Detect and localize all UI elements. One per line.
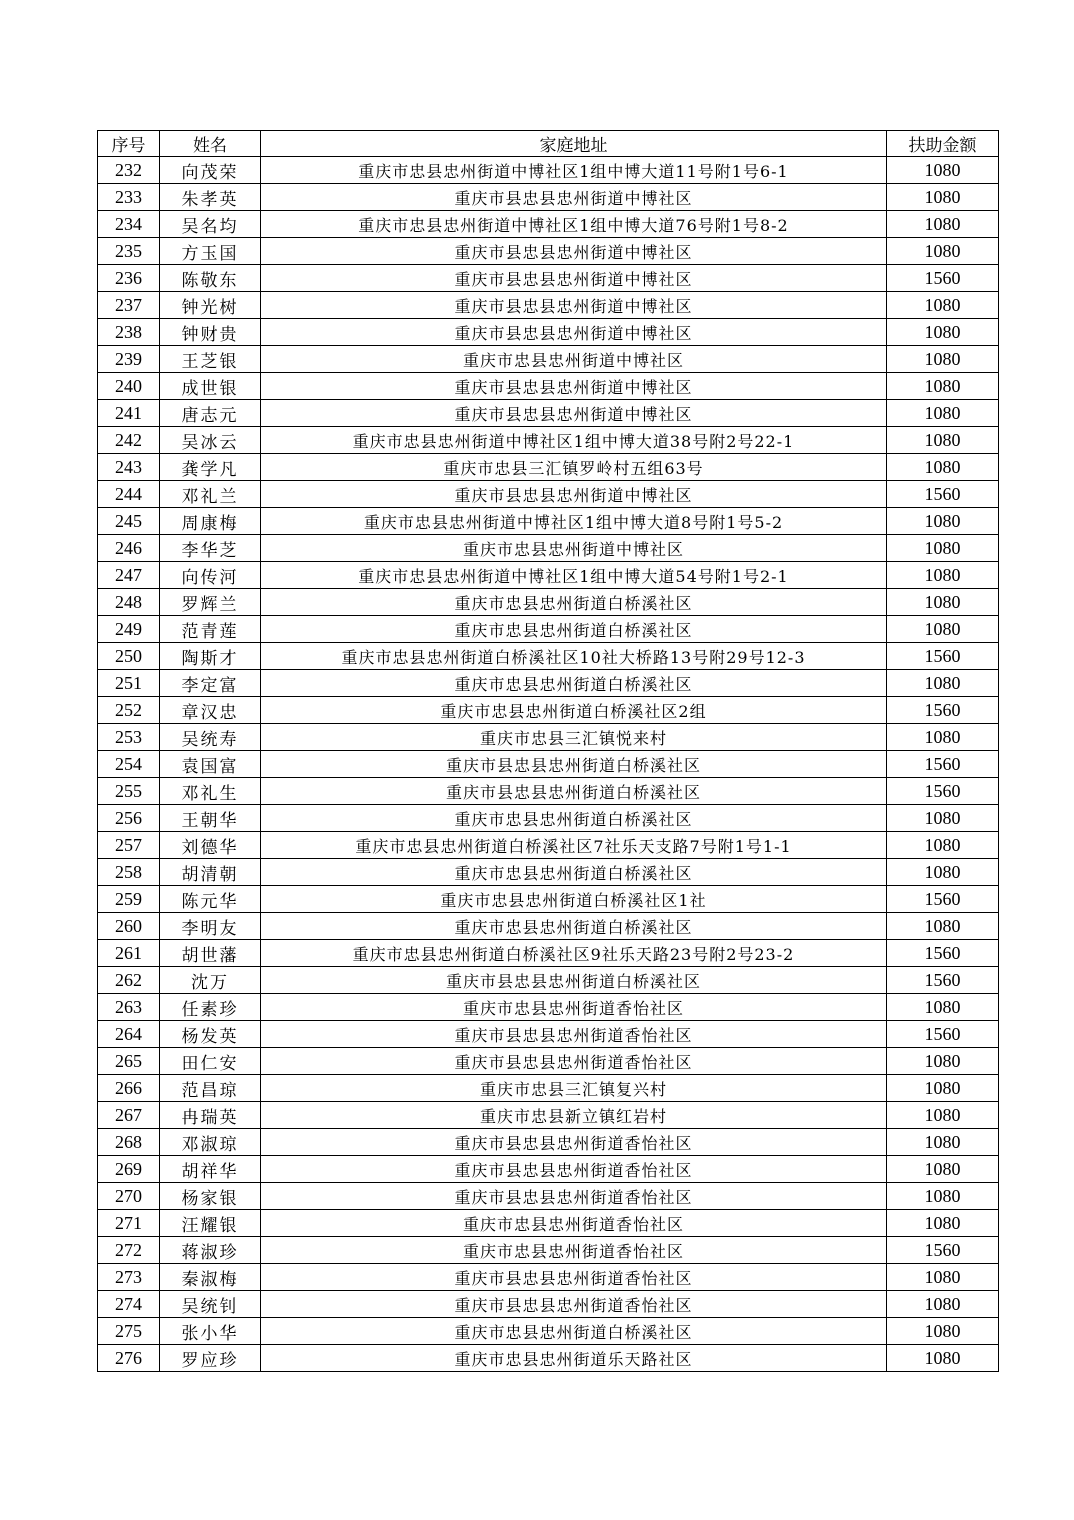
cell-assistance-amount: 1560 (887, 697, 999, 724)
cell-name: 向茂荣 (160, 157, 261, 184)
cell-home-address: 重庆市忠县忠州街道白桥溪社区 (261, 616, 887, 643)
cell-assistance-amount: 1560 (887, 643, 999, 670)
cell-name: 钟财贵 (160, 319, 261, 346)
cell-name: 胡世藩 (160, 940, 261, 967)
cell-name: 胡祥华 (160, 1156, 261, 1183)
cell-assistance-amount: 1080 (887, 913, 999, 940)
cell-home-address: 重庆市忠县三汇镇悦来村 (261, 724, 887, 751)
cell-assistance-amount: 1080 (887, 805, 999, 832)
cell-name: 秦淑梅 (160, 1264, 261, 1291)
assistance-roster-table (97, 130, 999, 1372)
cell-name: 钟光树 (160, 292, 261, 319)
table-row (98, 1156, 999, 1183)
header-assistance-amount: 扶助金额 (887, 131, 999, 157)
cell-home-address: 重庆市县忠县忠州街道香怡社区 (261, 1129, 887, 1156)
cell-name: 杨家银 (160, 1183, 261, 1210)
cell-assistance-amount: 1080 (887, 157, 999, 184)
cell-home-address: 重庆市忠县忠州街道白桥溪社区 (261, 589, 887, 616)
cell-name: 袁国富 (160, 751, 261, 778)
cell-serial-number: 263 (98, 994, 160, 1021)
cell-serial-number: 247 (98, 562, 160, 589)
cell-home-address: 重庆市县忠县忠州街道香怡社区 (261, 1264, 887, 1291)
cell-serial-number: 235 (98, 238, 160, 265)
cell-assistance-amount: 1080 (887, 238, 999, 265)
cell-name: 李定富 (160, 670, 261, 697)
cell-serial-number: 242 (98, 427, 160, 454)
cell-home-address: 重庆市忠县三汇镇罗岭村五组63号 (261, 454, 887, 481)
cell-assistance-amount: 1560 (887, 1237, 999, 1264)
cell-home-address: 重庆市县忠县忠州街道香怡社区 (261, 1183, 887, 1210)
cell-name: 吴名均 (160, 211, 261, 238)
cell-assistance-amount: 1080 (887, 292, 999, 319)
cell-name: 陈敬东 (160, 265, 261, 292)
table-row (98, 994, 999, 1021)
header-serial-number: 序号 (98, 131, 160, 157)
cell-serial-number: 268 (98, 1129, 160, 1156)
cell-name: 方玉国 (160, 238, 261, 265)
cell-assistance-amount: 1080 (887, 427, 999, 454)
cell-name: 陶斯才 (160, 643, 261, 670)
cell-name: 冉瑞英 (160, 1102, 261, 1129)
table-header (98, 131, 999, 157)
table-row (98, 1048, 999, 1075)
cell-assistance-amount: 1080 (887, 832, 999, 859)
cell-home-address: 重庆市忠县新立镇红岩村 (261, 1102, 887, 1129)
table-row (98, 1129, 999, 1156)
cell-serial-number: 259 (98, 886, 160, 913)
table-row (98, 319, 999, 346)
cell-serial-number: 266 (98, 1075, 160, 1102)
cell-serial-number: 262 (98, 967, 160, 994)
cell-serial-number: 271 (98, 1210, 160, 1237)
cell-home-address: 重庆市忠县忠州街道白桥溪社区 (261, 670, 887, 697)
cell-home-address: 重庆市忠县忠州街道中博社区1组中博大道54号附1号2-1 (261, 562, 887, 589)
cell-home-address: 重庆市县忠县忠州街道香怡社区 (261, 1048, 887, 1075)
cell-assistance-amount: 1080 (887, 1318, 999, 1345)
cell-home-address: 重庆市忠县忠州街道白桥溪社区7社乐天支路7号附1号1-1 (261, 832, 887, 859)
table-row (98, 1021, 999, 1048)
cell-home-address: 重庆市忠县忠州街道香怡社区 (261, 1210, 887, 1237)
cell-serial-number: 238 (98, 319, 160, 346)
cell-serial-number: 248 (98, 589, 160, 616)
table-row (98, 778, 999, 805)
table-row (98, 967, 999, 994)
cell-home-address: 重庆市县忠县忠州街道中博社区 (261, 481, 887, 508)
cell-name: 朱孝英 (160, 184, 261, 211)
cell-assistance-amount: 1080 (887, 373, 999, 400)
cell-serial-number: 264 (98, 1021, 160, 1048)
cell-serial-number: 252 (98, 697, 160, 724)
table-row (98, 751, 999, 778)
table-row (98, 697, 999, 724)
cell-home-address: 重庆市忠县忠州街道白桥溪社区1社 (261, 886, 887, 913)
cell-name: 唐志元 (160, 400, 261, 427)
cell-home-address: 重庆市县忠县忠州街道香怡社区 (261, 1021, 887, 1048)
table-row (98, 670, 999, 697)
cell-serial-number: 237 (98, 292, 160, 319)
cell-name: 张小华 (160, 1318, 261, 1345)
cell-home-address: 重庆市忠县忠州街道白桥溪社区10社大桥路13号附29号12-3 (261, 643, 887, 670)
cell-name: 范青莲 (160, 616, 261, 643)
cell-serial-number: 274 (98, 1291, 160, 1318)
table-row (98, 886, 999, 913)
cell-home-address: 重庆市忠县忠州街道中博社区1组中博大道38号附2号22-1 (261, 427, 887, 454)
table-row (98, 805, 999, 832)
table-row (98, 1075, 999, 1102)
cell-home-address: 重庆市忠县忠州街道白桥溪社区 (261, 913, 887, 940)
cell-serial-number: 254 (98, 751, 160, 778)
cell-serial-number: 246 (98, 535, 160, 562)
cell-name: 王芝银 (160, 346, 261, 373)
cell-serial-number: 257 (98, 832, 160, 859)
cell-assistance-amount: 1080 (887, 1183, 999, 1210)
cell-serial-number: 239 (98, 346, 160, 373)
cell-name: 蒋淑珍 (160, 1237, 261, 1264)
cell-name: 成世银 (160, 373, 261, 400)
cell-name: 周康梅 (160, 508, 261, 535)
cell-home-address: 重庆市忠县忠州街道白桥溪社区9社乐天路23号附2号23-2 (261, 940, 887, 967)
cell-serial-number: 250 (98, 643, 160, 670)
cell-serial-number: 232 (98, 157, 160, 184)
cell-home-address: 重庆市忠县忠州街道中博社区1组中博大道76号附1号8-2 (261, 211, 887, 238)
cell-serial-number: 273 (98, 1264, 160, 1291)
cell-home-address: 重庆市县忠县忠州街道白桥溪社区 (261, 778, 887, 805)
cell-home-address: 重庆市县忠县忠州街道香怡社区 (261, 1156, 887, 1183)
table-row (98, 508, 999, 535)
cell-name: 杨发英 (160, 1021, 261, 1048)
cell-home-address: 重庆市忠县忠州街道白桥溪社区2组 (261, 697, 887, 724)
table-row (98, 832, 999, 859)
cell-assistance-amount: 1080 (887, 1048, 999, 1075)
cell-serial-number: 276 (98, 1345, 160, 1372)
cell-assistance-amount: 1080 (887, 724, 999, 751)
header-name: 姓名 (160, 131, 261, 157)
cell-home-address: 重庆市县忠县忠州街道中博社区 (261, 265, 887, 292)
cell-assistance-amount: 1560 (887, 940, 999, 967)
cell-home-address: 重庆市忠县忠州街道中博社区1组中博大道8号附1号5-2 (261, 508, 887, 535)
cell-assistance-amount: 1080 (887, 994, 999, 1021)
cell-home-address: 重庆市县忠县忠州街道中博社区 (261, 373, 887, 400)
cell-assistance-amount: 1080 (887, 346, 999, 373)
cell-home-address: 重庆市忠县忠州街道白桥溪社区 (261, 859, 887, 886)
table-row (98, 454, 999, 481)
cell-home-address: 重庆市县忠县忠州街道白桥溪社区 (261, 967, 887, 994)
cell-home-address: 重庆市忠县忠州街道中博社区 (261, 346, 887, 373)
table-row (98, 346, 999, 373)
cell-name: 任素珍 (160, 994, 261, 1021)
cell-name: 罗辉兰 (160, 589, 261, 616)
table-row (98, 1210, 999, 1237)
table-row (98, 859, 999, 886)
cell-name: 陈元华 (160, 886, 261, 913)
cell-assistance-amount: 1080 (887, 1075, 999, 1102)
cell-assistance-amount: 1080 (887, 1156, 999, 1183)
cell-assistance-amount: 1080 (887, 508, 999, 535)
cell-name: 向传河 (160, 562, 261, 589)
cell-home-address: 重庆市忠县忠州街道白桥溪社区 (261, 805, 887, 832)
cell-serial-number: 256 (98, 805, 160, 832)
cell-name: 刘德华 (160, 832, 261, 859)
table-row (98, 1345, 999, 1372)
table-row (98, 724, 999, 751)
cell-assistance-amount: 1560 (887, 778, 999, 805)
table-row (98, 427, 999, 454)
table-body (98, 157, 999, 1372)
cell-serial-number: 249 (98, 616, 160, 643)
table-row (98, 1237, 999, 1264)
cell-name: 胡清朝 (160, 859, 261, 886)
cell-assistance-amount: 1560 (887, 751, 999, 778)
cell-assistance-amount: 1080 (887, 535, 999, 562)
table-row (98, 643, 999, 670)
cell-home-address: 重庆市忠县三汇镇复兴村 (261, 1075, 887, 1102)
cell-name: 龚学凡 (160, 454, 261, 481)
cell-home-address: 重庆市县忠县忠州街道白桥溪社区 (261, 751, 887, 778)
cell-assistance-amount: 1080 (887, 859, 999, 886)
cell-assistance-amount: 1080 (887, 589, 999, 616)
cell-assistance-amount: 1560 (887, 1021, 999, 1048)
table-row (98, 481, 999, 508)
cell-name: 沈万 (160, 967, 261, 994)
cell-home-address: 重庆市忠县忠州街道乐天路社区 (261, 1345, 887, 1372)
cell-serial-number: 234 (98, 211, 160, 238)
cell-assistance-amount: 1080 (887, 1102, 999, 1129)
cell-home-address: 重庆市忠县忠州街道白桥溪社区 (261, 1318, 887, 1345)
cell-serial-number: 272 (98, 1237, 160, 1264)
cell-serial-number: 261 (98, 940, 160, 967)
cell-assistance-amount: 1080 (887, 616, 999, 643)
cell-serial-number: 253 (98, 724, 160, 751)
cell-assistance-amount: 1560 (887, 265, 999, 292)
cell-home-address: 重庆市忠县忠州街道香怡社区 (261, 1237, 887, 1264)
cell-serial-number: 243 (98, 454, 160, 481)
table-row (98, 157, 999, 184)
cell-home-address: 重庆市县忠县忠州街道中博社区 (261, 400, 887, 427)
cell-name: 吴统寿 (160, 724, 261, 751)
cell-home-address: 重庆市忠县忠州街道香怡社区 (261, 994, 887, 1021)
cell-assistance-amount: 1080 (887, 400, 999, 427)
table-row (98, 535, 999, 562)
table-row (98, 373, 999, 400)
table-row (98, 1291, 999, 1318)
cell-serial-number: 258 (98, 859, 160, 886)
table-row (98, 589, 999, 616)
cell-home-address: 重庆市忠县忠州街道中博社区1组中博大道11号附1号6-1 (261, 157, 887, 184)
cell-assistance-amount: 1560 (887, 967, 999, 994)
cell-home-address: 重庆市县忠县忠州街道中博社区 (261, 238, 887, 265)
cell-serial-number: 241 (98, 400, 160, 427)
cell-serial-number: 265 (98, 1048, 160, 1075)
cell-serial-number: 245 (98, 508, 160, 535)
table-row (98, 400, 999, 427)
table-row (98, 1264, 999, 1291)
cell-name: 罗应珍 (160, 1345, 261, 1372)
cell-assistance-amount: 1080 (887, 562, 999, 589)
cell-name: 章汉忠 (160, 697, 261, 724)
cell-name: 吴冰云 (160, 427, 261, 454)
cell-assistance-amount: 1080 (887, 319, 999, 346)
cell-name: 范昌琼 (160, 1075, 261, 1102)
table-row (98, 616, 999, 643)
table-row (98, 292, 999, 319)
cell-name: 邓淑琼 (160, 1129, 261, 1156)
cell-assistance-amount: 1080 (887, 670, 999, 697)
cell-assistance-amount: 1080 (887, 184, 999, 211)
cell-serial-number: 236 (98, 265, 160, 292)
cell-serial-number: 251 (98, 670, 160, 697)
header-home-address: 家庭地址 (261, 131, 887, 157)
table-row (98, 1102, 999, 1129)
cell-assistance-amount: 1080 (887, 1264, 999, 1291)
cell-name: 田仁安 (160, 1048, 261, 1075)
cell-serial-number: 275 (98, 1318, 160, 1345)
cell-assistance-amount: 1080 (887, 1345, 999, 1372)
table-row (98, 913, 999, 940)
cell-assistance-amount: 1080 (887, 211, 999, 238)
cell-serial-number: 255 (98, 778, 160, 805)
table-row (98, 1318, 999, 1345)
cell-home-address: 重庆市县忠县忠州街道中博社区 (261, 292, 887, 319)
cell-name: 邓礼生 (160, 778, 261, 805)
cell-name: 吴统钊 (160, 1291, 261, 1318)
header-row (98, 131, 999, 157)
cell-assistance-amount: 1080 (887, 1291, 999, 1318)
cell-home-address: 重庆市忠县忠州街道中博社区 (261, 535, 887, 562)
cell-serial-number: 269 (98, 1156, 160, 1183)
cell-assistance-amount: 1080 (887, 1129, 999, 1156)
table-row (98, 265, 999, 292)
cell-serial-number: 260 (98, 913, 160, 940)
table-row (98, 1183, 999, 1210)
table-row (98, 940, 999, 967)
cell-assistance-amount: 1080 (887, 454, 999, 481)
cell-home-address: 重庆市县忠县忠州街道香怡社区 (261, 1291, 887, 1318)
cell-assistance-amount: 1080 (887, 1210, 999, 1237)
cell-name: 王朝华 (160, 805, 261, 832)
cell-name: 邓礼兰 (160, 481, 261, 508)
cell-name: 李华芝 (160, 535, 261, 562)
table-row (98, 238, 999, 265)
cell-name: 汪耀银 (160, 1210, 261, 1237)
cell-serial-number: 267 (98, 1102, 160, 1129)
cell-home-address: 重庆市县忠县忠州街道中博社区 (261, 319, 887, 346)
cell-home-address: 重庆市县忠县忠州街道中博社区 (261, 184, 887, 211)
cell-assistance-amount: 1560 (887, 886, 999, 913)
cell-assistance-amount: 1560 (887, 481, 999, 508)
cell-serial-number: 270 (98, 1183, 160, 1210)
cell-serial-number: 233 (98, 184, 160, 211)
cell-serial-number: 240 (98, 373, 160, 400)
cell-serial-number: 244 (98, 481, 160, 508)
table-row (98, 211, 999, 238)
table-row (98, 562, 999, 589)
cell-name: 李明友 (160, 913, 261, 940)
table-row (98, 184, 999, 211)
